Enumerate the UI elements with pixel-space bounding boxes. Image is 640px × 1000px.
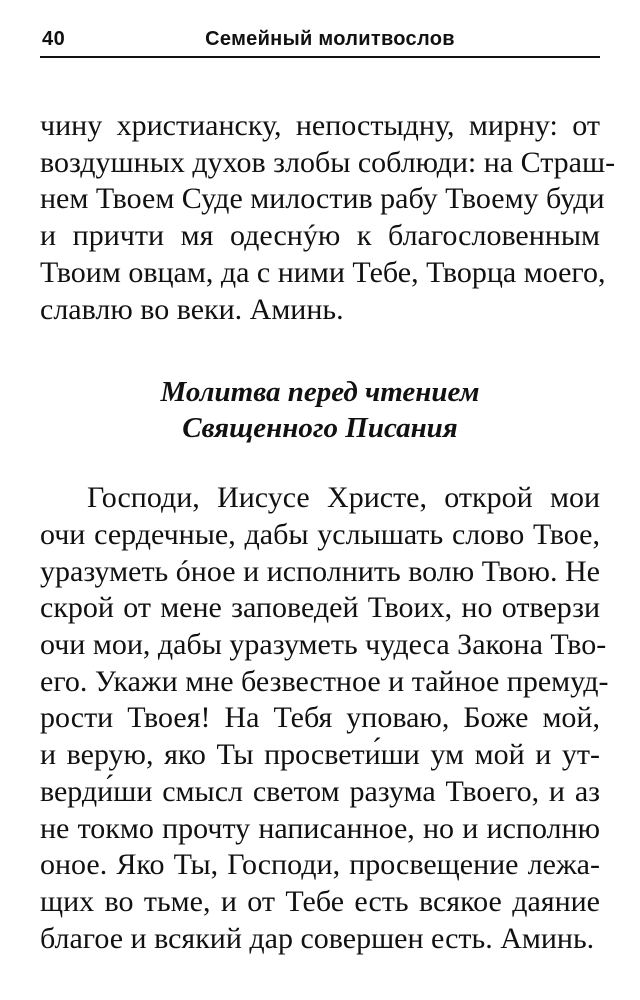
book-page (40, 26, 616, 957)
prayer-title-line: Священного Писания (182, 412, 458, 445)
text-line: оное. Яко Ты, Господи, просвещение лежа- (40, 848, 600, 882)
text-line: чину христианску, непостыдну, мирну: от (40, 109, 600, 142)
text-line: щих во тьме, и от Тебе есть всякое даяние (40, 884, 600, 918)
continuation-paragraph (40, 108, 616, 328)
prayer-paragraph (40, 480, 609, 957)
text-line: очи сердечные, дабы услышать слово Твое, (40, 517, 600, 551)
text-line: и причти мя одеснýю к благословенным (40, 219, 600, 253)
page-number: 40 (42, 28, 66, 50)
text-line: скрой от мене заповедей Твоих, но отверзи (40, 591, 600, 625)
text-line: нем Твоем Суде милостив рабу Твоему буди (40, 182, 605, 216)
text-line: воздушных духов злобы соблюди: на Страш- (40, 145, 616, 179)
text-line: Господи, Иисусе Христе, открой мои (87, 481, 600, 515)
text-line: Твоим овцам, да с ними Тебе, Творца моего, (40, 255, 606, 289)
text-line: рости Твоея! На Тебя уповаю, Боже мой, (40, 701, 600, 735)
text-line: очи мои, дабы уразуметь чудеса Закона Тво- (40, 628, 607, 662)
text-line: не токмо прочту написанное, но и исполню (40, 811, 600, 845)
text-line: уразуметь óное и исполнить волю Твою. Не (40, 554, 600, 588)
book-title: Семейный молитвослов (205, 28, 455, 50)
running-header (40, 26, 600, 58)
prayer-title (40, 374, 600, 446)
prayer-title-line: Молитва перед чтением (160, 376, 480, 409)
text-line: славлю во веки. Аминь. (40, 292, 344, 326)
text-line: его. Укажи мне безвестное и тайное премуд- (40, 664, 609, 698)
text-line: верди́ши смысл светом разума Твоего, и аз (40, 774, 600, 808)
text-line: благое и всякий дар совершен есть. Аминь. (40, 921, 595, 955)
text-line: и верую, яко Ты просвети́ши ум мой и ут- (40, 738, 600, 772)
